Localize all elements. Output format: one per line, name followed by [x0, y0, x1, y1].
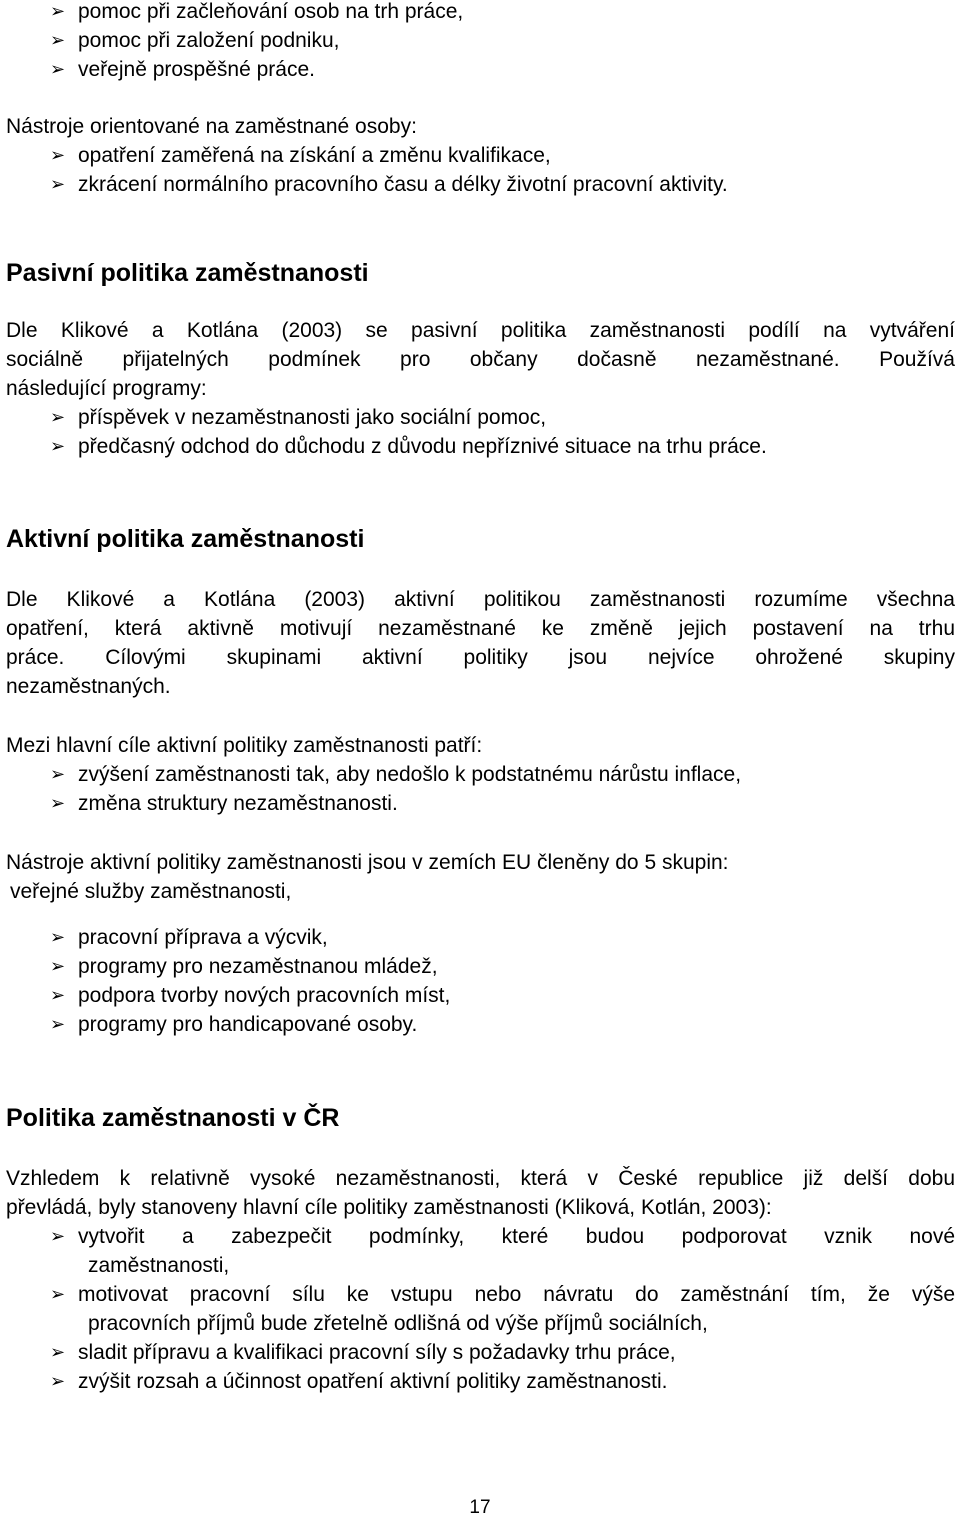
employees-tools-section [6, 112, 955, 199]
list-item-line: pracovních příjmů bude zřetelně odlišná od výše příjmů sociálních, [88, 1312, 708, 1335]
list-item: ➢ pomoc při začleňování osob na trh práce, [6, 0, 955, 26]
list-item: ➢ pomoc při založení podniku, [6, 26, 955, 55]
section-label: Mezi hlavní cíle aktivní politiky zaměstnanosti patří: [6, 734, 483, 757]
active-tools-list [6, 923, 955, 1039]
list-item: ➢ veřejně prospěšné práce. [6, 55, 955, 84]
list-item-line: ➢ motivovat pracovní sílu ke vstupu nebo návratu do zaměstnání tím, že výše [78, 1283, 955, 1306]
list-item [6, 1222, 955, 1280]
employees-tools-list [6, 141, 955, 199]
active-tools-section [6, 848, 955, 906]
intro-bullet-list [6, 0, 955, 84]
list-item: ➢ předčasný odchod do důchodu z důvodu nepříznivé situace na trhu práce. [6, 432, 955, 461]
list-item: ➢ programy pro handicapované osoby. [6, 1010, 955, 1039]
paragraph-line: Dle Klikové a Kotlána (2003) se pasivní politika zaměstnanosti podílí na vytváření [6, 319, 955, 342]
list-item [6, 1280, 955, 1338]
list-item-line: zaměstnanosti, [88, 1254, 230, 1277]
section-label: Nástroje aktivní politiky zaměstnanosti jsou v zemích EU členěny do 5 skupin: [6, 851, 729, 874]
active-goals-section [6, 731, 955, 818]
list-item: ➢ podpora tvorby nových pracovních míst, [6, 981, 955, 1010]
cr-goals-list [6, 1222, 955, 1396]
paragraph-line: Dle Klikové a Kotlána (2003) aktivní politikou zaměstnanosti rozumíme všechna [6, 588, 955, 611]
page-number: 17 [469, 1497, 491, 1518]
list-item: ➢ změna struktury nezaměstnanosti. [6, 789, 955, 818]
passive-policy-section [6, 316, 955, 461]
paragraph-line: sociálně přijatelných podmínek pro občany dočasně nezaměstnané. Používá [6, 348, 955, 371]
active-policy-paragraph [6, 585, 955, 701]
list-item: ➢ sladit přípravu a kvalifikaci pracovní síly s požadavky trhu práce, [6, 1338, 955, 1367]
list-item-line: ➢ vytvořit a zabezpečit podmínky, které budou podporovat vznik nové [78, 1225, 955, 1248]
passive-policy-heading: Pasivní politika zaměstnanosti [6, 259, 369, 287]
paragraph-line: Vzhledem k relativně vysoké nezaměstnanosti, která v České republice již delší dobu [6, 1167, 955, 1190]
active-policy-heading: Aktivní politika zaměstnanosti [6, 525, 365, 553]
active-goals-list [6, 760, 955, 818]
list-item: ➢ příspěvek v nezaměstnanosti jako sociální pomoc, [6, 403, 955, 432]
paragraph-line: práce. Cílovými skupinami aktivní politiky jsou nejvíce ohrožené skupiny [6, 646, 955, 669]
list-item: ➢ zvýšení zaměstnanosti tak, aby nedošlo k podstatnému nárůstu inflace, [6, 760, 955, 789]
cr-policy-heading: Politika zaměstnanosti v ČR [6, 1104, 340, 1132]
tools-first-item: veřejné služby zaměstnanosti, [10, 880, 292, 903]
cr-policy-section [6, 1164, 955, 1396]
list-item: ➢ opatření zaměřená na získání a změnu kvalifikace, [6, 141, 955, 170]
list-item: ➢ zkrácení normálního pracovního času a délky životní pracovní aktivity. [6, 170, 955, 199]
paragraph-line: opatření, která aktivně motivují nezaměstnané ke změně jejich postavení na trhu [6, 617, 955, 640]
paragraph-line: převládá, byly stanoveny hlavní cíle politiky zaměstnanosti (Kliková, Kotlán, 2003): [6, 1196, 772, 1219]
list-item: ➢ programy pro nezaměstnanou mládež, [6, 952, 955, 981]
passive-programs-list [6, 403, 955, 461]
paragraph-line: nezaměstnaných. [6, 675, 171, 698]
paragraph-line: následující programy: [6, 377, 207, 400]
list-item: ➢ zvýšit rozsah a účinnost opatření aktivní politiky zaměstnanosti. [6, 1367, 955, 1396]
list-item: ➢ pracovní příprava a výcvik, [6, 923, 955, 952]
section-label: Nástroje orientované na zaměstnané osoby: [6, 115, 417, 138]
